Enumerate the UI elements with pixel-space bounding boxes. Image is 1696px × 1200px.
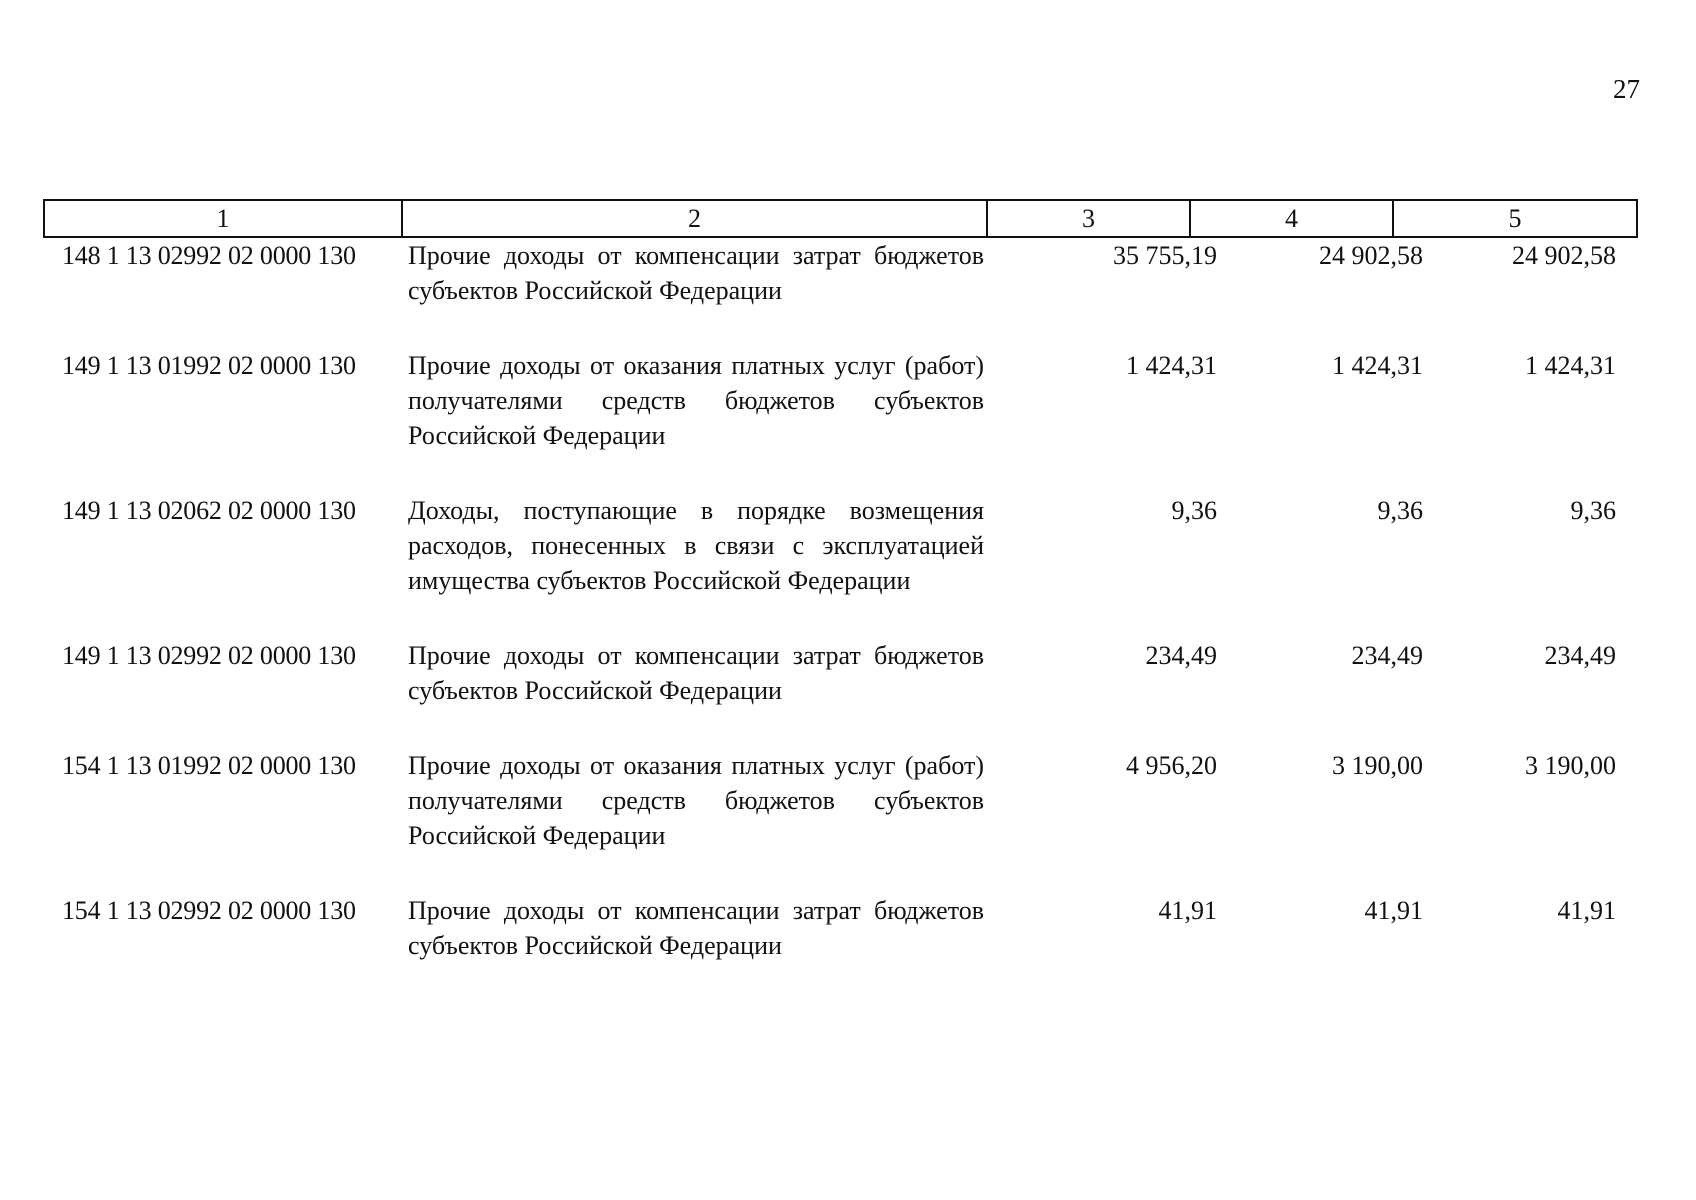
value-col4-cell: 3 190,00 [1332, 751, 1423, 780]
header-cell-5: 5 [1393, 200, 1637, 237]
value-col3-cell: 35 755,19 [1113, 241, 1217, 270]
table-row [43, 348, 1636, 493]
value-col3-cell: 234,49 [1145, 641, 1217, 670]
budget-code-cell: 149 1 13 01992 02 0000 130 [62, 351, 356, 380]
value-col5-cell: 41,91 [1557, 896, 1616, 925]
description-cell: Прочие доходы от компенсации затрат бюджетов субъектов Российской Федерации [408, 641, 984, 705]
budget-code-cell: 149 1 13 02062 02 0000 130 [62, 496, 356, 525]
value-col4-cell: 24 902,58 [1319, 241, 1423, 270]
value-col3-cell: 1 424,31 [1126, 351, 1217, 380]
value-col5-cell: 1 424,31 [1525, 351, 1616, 380]
table-row [43, 638, 1636, 748]
budget-code-cell: 154 1 13 02992 02 0000 130 [62, 896, 356, 925]
value-col5-cell: 24 902,58 [1512, 241, 1616, 270]
header-row [44, 200, 1637, 237]
description-cell: Доходы, поступающие в порядке возмещения расходов, понесенных в связи с эксплуатацией имущества субъектов Российской Федерации [408, 496, 984, 595]
budget-code-cell: 149 1 13 02992 02 0000 130 [62, 641, 356, 670]
value-col5-cell: 234,49 [1544, 641, 1616, 670]
page-number: 27 [1613, 74, 1640, 104]
table-row [43, 493, 1636, 638]
description-cell: Прочие доходы от компенсации затрат бюджетов субъектов Российской Федерации [408, 896, 984, 960]
value-col4-cell: 1 424,31 [1332, 351, 1423, 380]
value-col3-cell: 4 956,20 [1126, 751, 1217, 780]
header-cell-1: 1 [44, 200, 402, 237]
description-cell: Прочие доходы от компенсации затрат бюджетов субъектов Российской Федерации [408, 241, 984, 305]
description-cell: Прочие доходы от оказания платных услуг (работ) получателями средств бюджетов субъектов Российской Федерации [408, 351, 984, 450]
header-cell-3: 3 [987, 200, 1190, 237]
table-row [43, 238, 1636, 348]
table-header [43, 199, 1638, 238]
budget-code-cell: 148 1 13 02992 02 0000 130 [62, 241, 356, 270]
budget-code-cell: 154 1 13 01992 02 0000 130 [62, 751, 356, 780]
table-body [43, 238, 1636, 1003]
header-cell-4: 4 [1190, 200, 1393, 237]
table-row [43, 748, 1636, 893]
value-col3-cell: 41,91 [1158, 896, 1217, 925]
description-cell: Прочие доходы от оказания платных услуг (работ) получателями средств бюджетов субъектов Российской Федерации [408, 751, 984, 850]
value-col4-cell: 234,49 [1351, 641, 1423, 670]
value-col3-cell: 9,36 [1171, 496, 1217, 525]
value-col5-cell: 3 190,00 [1525, 751, 1616, 780]
header-cell-2: 2 [402, 200, 987, 237]
table-row [43, 893, 1636, 1003]
value-col4-cell: 9,36 [1377, 496, 1423, 525]
value-col4-cell: 41,91 [1364, 896, 1423, 925]
value-col5-cell: 9,36 [1570, 496, 1616, 525]
